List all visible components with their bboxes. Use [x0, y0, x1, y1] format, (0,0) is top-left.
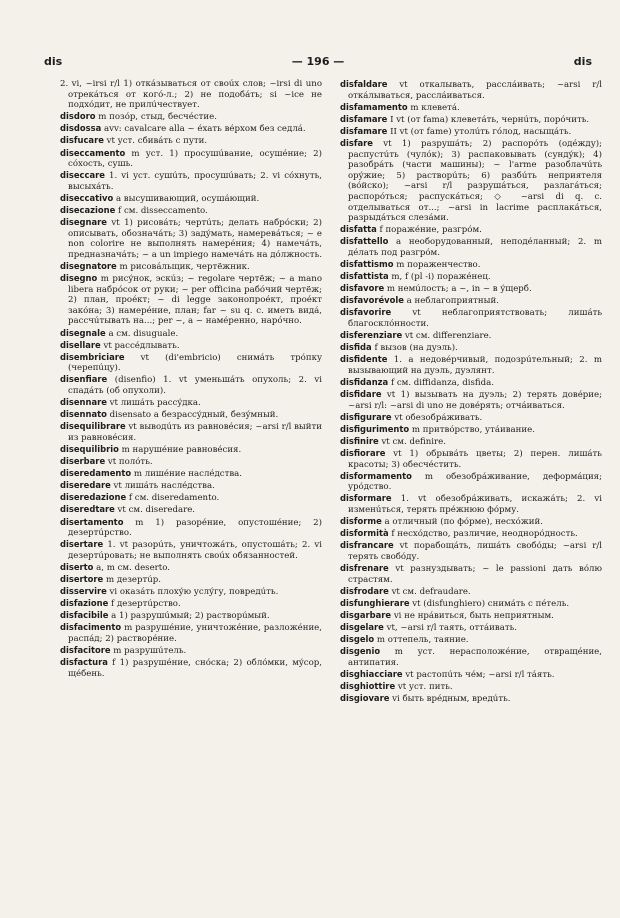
- dictionary-entry: [60, 562, 322, 574]
- header-guide-word-left: dis: [44, 55, 63, 68]
- dictionary-entry: [60, 409, 322, 421]
- right-column: [340, 79, 602, 705]
- dictionary-entry: [60, 261, 322, 273]
- entry-headword: disegnatore: [60, 261, 117, 271]
- dictionary-entry: [60, 135, 322, 147]
- entry-definition: a см. disuguale.: [108, 328, 179, 339]
- entry-headword: diseccativo: [60, 192, 114, 203]
- dictionary-entry: [340, 295, 602, 307]
- entry-definition: m уст. 1) просушúвание, осушéние; 2) сóхость, сушь.: [68, 148, 322, 170]
- entry-headword: disequilibrare: [60, 421, 126, 432]
- dictionary-entry: [340, 283, 602, 295]
- dictionary-entry: [340, 563, 602, 585]
- entry-definition: vt 1) разрушáть; 2) распорóть (одéжду); распустúть (чулóк); 3) распаковывать (сундýк); 4) разобрáть (части машины); ~ l'arme разоблачúть орýжие; 5) растворúть; 6) разбúть неприятеля (вóйско); ~arsi r/l разрушáться, разлагáться; распорóться; распускáться; ◇ ~arsi di q. c. отделываться от...; ~arsi in lacrime расплакáться, разрыдáться слезáми.: [348, 138, 602, 224]
- dictionary-entry: [340, 693, 602, 705]
- entry-definition: vt лишáть рассýдка.: [109, 398, 201, 409]
- entry-headword: disembriciare: [60, 351, 125, 362]
- entry-headword: disfucare: [60, 135, 104, 146]
- entry-definition: 1. a недовéрчивый, подозрúтельный; 2. m вызывающий на дуэль, дуэлянт.: [348, 355, 602, 376]
- entry-definition: m уст. нерасположéние, отвращéние, антипатия.: [348, 647, 603, 668]
- entry-headword: diserto: [60, 561, 94, 572]
- entry-headword: disformità: [340, 528, 389, 539]
- entry-headword: disfidente: [340, 354, 388, 365]
- dictionary-entry: [340, 448, 602, 470]
- page-number: — 196 —: [291, 55, 345, 68]
- dictionary-entry: [340, 102, 602, 114]
- entry-headword: disegnare: [60, 217, 107, 228]
- entry-headword: disfinire: [340, 435, 379, 446]
- entry-headword: disenfiare: [60, 374, 108, 385]
- entry-headword: disformare: [340, 493, 392, 504]
- entry-headword: disecazione: [60, 205, 116, 216]
- dictionary-entry: [60, 480, 322, 492]
- entry-headword: diseredare: [60, 480, 111, 491]
- entry-definition: vi оказáть плохýю услýгу, повредúть.: [109, 587, 279, 598]
- dictionary-entry: [340, 307, 602, 329]
- dictionary-entry: [340, 586, 602, 598]
- entry-headword: disfazione: [60, 598, 109, 609]
- entry-definition: 1. vt разорúть, уничтожáть, опустошáть; 2. vi дезертúровать; не выполнять своúх обязанностей.: [68, 540, 322, 561]
- entry-definition: vt (di'embricio) снимáть трóпку (черепúцу).: [68, 352, 323, 374]
- dictionary-entry: [60, 170, 322, 192]
- dictionary-entry: [60, 148, 322, 170]
- entry-definition: vt неблагоприятствовать; лишáть благосклóнности.: [348, 308, 602, 329]
- entry-headword: disfida: [340, 342, 372, 353]
- entry-headword: disghiacciare: [340, 668, 403, 679]
- entry-headword: disfare: [340, 137, 373, 148]
- entry-headword: disfidare: [340, 389, 382, 400]
- dictionary-entry: [60, 421, 322, 443]
- entry-definition: vt порабощáть, лишáть свобóды; ~arsi r/l терять свобóду.: [348, 541, 602, 562]
- dictionary-entry: [340, 528, 602, 540]
- entry-definition: vt 1) вызывать на дуэль; 2) терять довéрие; ~arsi r/l: ~arsi di uno не довéрять; отчáиваться.: [348, 390, 602, 411]
- entry-definition: m разрушéние, уничтожéние, разложéние, распáд; 2) растворéние.: [68, 623, 322, 644]
- dictionary-entry: [60, 504, 322, 516]
- dictionary-entry: [340, 646, 602, 668]
- dictionary-entry: [60, 79, 322, 111]
- entry-definition: m разрушúтель.: [113, 646, 187, 657]
- page-header: [44, 55, 592, 71]
- entry-definition: a высушивающий, осушáющий.: [115, 193, 260, 204]
- dictionary-entry: [340, 330, 602, 342]
- dictionary-entry: [340, 126, 602, 138]
- entry-definition: f 1) разрушéние, снóска; 2) облóмки, мýсор, щéбень.: [68, 658, 322, 679]
- entry-headword: disertare: [60, 539, 104, 550]
- dictionary-entry: [340, 622, 602, 634]
- dictionary-entry: [60, 273, 322, 327]
- entry-definition: vt растопúть чéм; ~arsi r/l тáять.: [405, 669, 555, 680]
- dictionary-entry: [340, 610, 602, 622]
- dictionary-entry: [340, 436, 602, 448]
- dictionary-entry: [340, 377, 602, 389]
- entry-headword: disservire: [60, 586, 107, 597]
- entry-definition: (disenfio) 1. vt уменьшáть опухоль; 2. vi спадáть (об опухоли).: [68, 375, 322, 397]
- dictionary-entry: [340, 114, 602, 126]
- dictionary-entry: [60, 123, 322, 135]
- dictionary-entry: [60, 645, 322, 657]
- entry-headword: disfavorévole: [340, 295, 404, 306]
- dictionary-entry: [60, 598, 322, 610]
- entry-headword: disfavore: [340, 283, 385, 294]
- dictionary-entry: [60, 468, 322, 480]
- entry-headword: diserbare: [60, 456, 106, 467]
- entry-definition: vt см. definire.: [381, 436, 446, 447]
- entry-definition: vt полóть.: [107, 457, 153, 468]
- dictionary-entry: [60, 205, 322, 217]
- entry-definition: f см. disseccamento.: [118, 206, 208, 217]
- entry-definition: m дезертúр.: [105, 575, 162, 586]
- dictionary-entry: [340, 389, 602, 411]
- entry-headword: disellare: [60, 339, 101, 350]
- entry-headword: disfacitore: [60, 645, 111, 656]
- dictionary-entry: [60, 111, 322, 123]
- entry-definition: m позóр, стыд, бесчéстие.: [98, 112, 217, 123]
- entry-headword: disferenziare: [340, 330, 403, 341]
- dictionary-entry: [60, 328, 322, 340]
- entry-definition: m нарушéние равновéсия.: [121, 445, 242, 455]
- entry-headword: diseredamento: [60, 468, 132, 479]
- entry-definition: m немúлость; a ~, in ~ в ýщерб.: [386, 284, 532, 295]
- dictionary-entry: [60, 352, 322, 374]
- dictionary-entry: [340, 540, 602, 562]
- left-column: [60, 79, 322, 680]
- entry-definition: m клеветá.: [410, 102, 460, 113]
- entry-headword: disfigurare: [340, 411, 392, 422]
- dictionary-entry: [60, 374, 322, 396]
- entry-headword: diseccare: [60, 170, 105, 181]
- entry-definition: vi быть врéдным, вредúть.: [392, 693, 511, 704]
- entry-headword: disfrenare: [340, 562, 389, 573]
- entry-headword: disfigurimento: [340, 423, 410, 434]
- entry-headword: disfacimento: [60, 622, 122, 633]
- entry-definition: 1. vi уст. сушúть, просушúвать; 2. vi сóхнуть, высыхáть.: [68, 171, 323, 192]
- dictionary-entry: [340, 681, 602, 693]
- dictionary-entry: [340, 471, 602, 493]
- entry-headword: disfamamento: [340, 101, 408, 112]
- dictionary-entry: [340, 342, 602, 354]
- entry-headword: disgenio: [340, 646, 381, 657]
- entry-headword: disfacibile: [60, 610, 109, 621]
- dictionary-entry: [340, 516, 602, 528]
- dictionary-entry: [340, 412, 602, 424]
- dictionary-entry: [340, 598, 602, 610]
- entry-definition: a 1) разрушúмый; 2) растворúмый.: [111, 611, 270, 622]
- entry-headword: disfattismo: [340, 259, 394, 269]
- dictionary-entry: [340, 669, 602, 681]
- header-guide-word-right: dis: [573, 55, 592, 68]
- dictionary-entry: [340, 634, 602, 646]
- entry-headword: diseccamento: [60, 147, 126, 158]
- entry-definition: vt уст. сбивáть с пути.: [106, 136, 208, 147]
- dictionary-entry: [60, 657, 322, 679]
- dictionary-entry: [60, 217, 322, 260]
- dictionary-entry: [60, 193, 322, 205]
- entry-definition: f см. diseredamento.: [128, 493, 220, 504]
- dictionary-entry: [60, 574, 322, 586]
- entry-definition: m 1) разорéние, опустошéние; 2) дезертúрство.: [68, 517, 322, 539]
- entry-headword: disfactura: [60, 657, 108, 668]
- entry-headword: disdoro: [60, 111, 96, 122]
- dictionary-entry: [60, 492, 322, 504]
- entry-definition: a необорудованный, неподéланный; 2. m дéлать под разгрóм.: [348, 237, 603, 258]
- entry-headword: disfiorare: [340, 448, 386, 458]
- dictionary-entry: [60, 340, 322, 352]
- entry-headword: disfamare: [340, 125, 388, 136]
- dictionary-entry: [60, 622, 322, 644]
- entry-headword: disertore: [60, 574, 104, 585]
- entry-definition: vt (disfunghiero) снимáть с пéтель.: [412, 598, 570, 609]
- entry-headword: disfamare: [340, 113, 388, 124]
- entry-definition: f несхóдство, различие, неоднорóдность.: [391, 529, 578, 540]
- entry-headword: disfatta: [340, 224, 377, 235]
- entry-definition: vt уст. пить.: [397, 681, 453, 692]
- dictionary-entry: [60, 456, 322, 468]
- entry-definition: vt, ~arsi r/l таять, оттáивать.: [386, 622, 518, 633]
- dictionary-entry: [340, 224, 602, 236]
- entry-headword: disfunghierare: [340, 597, 410, 608]
- entry-definition: m, f (pl -i) поражéнец.: [391, 272, 491, 283]
- entry-definition: vt 1) рисовáть; чертúть; делать набрóски; 2) описывать, обозначáть; 3) задýмать, намеревáться; ~ e non colorire не выполнять намерéния; 4) намечáть, предназначáть; ~ a un impiego намечáть на дóлжность.: [68, 218, 322, 260]
- entry-headword: disfavorire: [340, 307, 392, 318]
- dictionary-entry: [60, 517, 322, 539]
- dictionary-entry: [340, 424, 602, 436]
- entry-headword: disennato: [60, 409, 107, 420]
- dictionary-entry: [60, 397, 322, 409]
- entry-definition: I vt (от fama) клеветáть, чернúть, порóчить.: [390, 114, 590, 125]
- entry-definition: m рисовáльщик, чертёжник.: [119, 262, 250, 272]
- entry-definition: vt разнуздывать; ~ le passioni дать вóлю страстям.: [348, 563, 602, 585]
- entry-headword: disfattista: [340, 271, 389, 282]
- entry-headword: disgelare: [340, 621, 384, 632]
- entry-definition: vt см. diseredare.: [117, 505, 196, 516]
- entry-headword: disegno: [60, 273, 98, 284]
- dictionary-entry: [340, 236, 602, 258]
- entry-definition: vt откалывать, расслáивать; ~arsi r/l откáлываться, расслáиваться.: [348, 80, 603, 101]
- dictionary-entry: [340, 493, 602, 515]
- entry-headword: disgiovare: [340, 692, 390, 703]
- entry-definition: vt 1) обрывáть цветы; 2) перен. лишáть красоты; 3) обесчéстить.: [348, 449, 602, 470]
- entry-definition: m обезобрáживание, деформáция; урóдство.: [348, 471, 603, 493]
- entry-headword: disegnale: [60, 327, 106, 338]
- entry-headword: disfaldare: [340, 79, 388, 89]
- entry-headword: diseredazione: [60, 492, 127, 503]
- entry-definition: m оттепель, таяние.: [376, 635, 469, 645]
- entry-definition: f дезертúрство.: [111, 599, 181, 610]
- dictionary-entry: [340, 354, 602, 376]
- entry-definition: vt см. defraudare.: [391, 586, 471, 597]
- entry-headword: disfrancare: [340, 540, 394, 551]
- dictionary-entry: [60, 539, 322, 561]
- entry-definition: a, m см. deserto.: [96, 562, 170, 573]
- dictionary-entry: [340, 271, 602, 283]
- entry-definition: vt рассéдлывать.: [103, 340, 180, 351]
- dictionary-entry: [60, 610, 322, 622]
- entry-definition: f вызов (на дуэль).: [374, 343, 458, 354]
- entry-definition: m рисýнок, эскúз; ~ regolare чертёж; ~ a mano libera набрóсок от руки; ~ per officina рабóчий чертёж; 2) план, проéкт; ~ di legge законопроéкт, проéкт закóна; 3) намерéние, план; far ~ su q. c. иметь видá, рассчúтывать на...; per ~, a ~ намéренно, нарóчно.: [68, 274, 323, 327]
- entry-headword: disgarbare: [340, 609, 392, 620]
- entry-definition: II vt (от fame) утолúть гóлод, насыщáть.: [390, 126, 572, 137]
- entry-headword: disgelo: [340, 634, 375, 644]
- entry-definition: a отличный (по фóрме), несхóжий.: [384, 517, 543, 528]
- entry-definition: avv: cavalcare alla ~ éхать вéрхом без седлá.: [103, 124, 306, 135]
- entry-definition: f см. diffidanza, disfida.: [390, 377, 494, 388]
- entry-definition: vt лишáть наслéдства.: [113, 481, 215, 492]
- entry-headword: disfattello: [340, 236, 389, 247]
- entry-definition: vt обезобрáживать.: [394, 412, 483, 423]
- entry-definition: f поражéние, разгрóм.: [379, 225, 482, 236]
- entry-headword: disequilibrio: [60, 444, 119, 454]
- dictionary-entry: [340, 79, 602, 101]
- entry-headword: disertamento: [60, 516, 124, 527]
- entry-definition: vi не нрáвиться, быть неприятным.: [393, 610, 554, 621]
- entry-definition: vt выводúть из равновéсия; ~arsi r/l выйти из равновéсия.: [68, 422, 322, 443]
- entry-definition: 2. vi, ~irsi r/l 1) откáзываться от своúх слов; ~irsi di uno отрекáться от когó-л.; 2) не подобáть; si ~ice не подхóдит, не прилúчествует.: [60, 79, 322, 111]
- entry-definition: disensato a безрассýдный, безýмный.: [109, 410, 279, 421]
- entry-headword: disformamento: [340, 470, 412, 481]
- entry-definition: a неблагоприятный.: [406, 296, 499, 307]
- entry-definition: 1. vt обезобрáживать, искажáть; 2. vi изменúться, терять прéжнюю фóрму.: [348, 494, 603, 515]
- entry-headword: disfrodare: [340, 585, 389, 596]
- dictionary-entry: [340, 138, 602, 224]
- entry-headword: disennare: [60, 397, 107, 408]
- entry-headword: disghiottire: [340, 680, 396, 691]
- dictionary-entry: [60, 586, 322, 598]
- dictionary-entry: [340, 259, 602, 271]
- dictionary-entry: [60, 444, 322, 456]
- entry-headword: diseredtare: [60, 504, 115, 515]
- entry-definition: m лишéние наслéдства.: [133, 469, 243, 480]
- entry-headword: disforme: [340, 516, 382, 527]
- entry-definition: m притвóрство, утáивание.: [411, 424, 535, 435]
- entry-definition: m пораженчество.: [396, 260, 481, 270]
- entry-definition: vt см. differenziare.: [404, 331, 492, 342]
- entry-headword: disfidanza: [340, 376, 389, 387]
- entry-headword: disdossa: [60, 123, 102, 134]
